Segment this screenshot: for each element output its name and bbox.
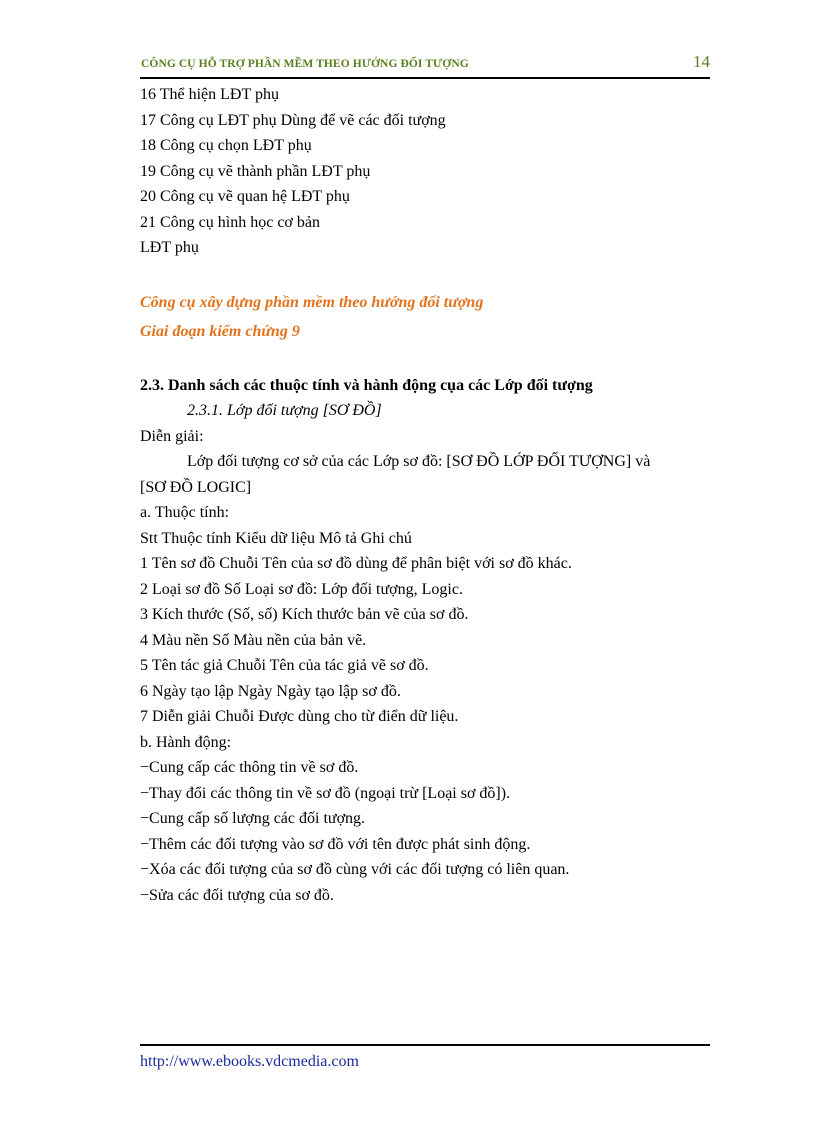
- attribute-row: 1 Tên sơ đồ Chuỗi Tên của sơ đồ dùng để phân biệt với sơ đồ khác.: [140, 555, 572, 572]
- action-item: −Sửa các đối tượng của sơ đồ.: [140, 886, 334, 904]
- description-text-cont: [SƠ ĐỒ LOGIC]: [140, 478, 252, 496]
- list-item: 16 Thể hiện LĐT phụ: [140, 86, 279, 103]
- attribute-row: 5 Tên tác giả Chuỗi Tên của tác giả vẽ sơ đồ.: [140, 657, 429, 674]
- actions-label: b. Hành động:: [140, 733, 232, 751]
- attribute-row: 2 Loại sơ đồ Số Loại sơ đồ: Lớp đối tượng, Logic.: [140, 580, 463, 598]
- attribute-row: 7 Diễn giải Chuỗi Được dùng cho từ điển dữ liệu.: [140, 708, 459, 725]
- attribute-row: 3 Kích thước (Số, số) Kích thước bản vẽ của sơ đồ.: [140, 606, 469, 623]
- attribute-row: 4 Màu nền Số Màu nền của bản vẽ.: [140, 631, 367, 649]
- action-item: −Thay đổi các thông tin về sơ đồ (ngoại trừ [Loại sơ đồ]).: [140, 784, 511, 802]
- footer-link[interactable]: http://www.ebooks.vdcmedia.com: [140, 1053, 359, 1070]
- list-item: 18 Công cụ chọn LĐT phụ: [140, 137, 312, 154]
- subsection-heading: 2.3.1. Lớp đối tượng [SƠ ĐỒ]: [187, 402, 382, 419]
- orange-title-phase: Giai đoạn kiểm chứng 9: [140, 322, 300, 340]
- attributes-label: a. Thuộc tính:: [140, 504, 230, 521]
- action-item: −Cung cấp các thông tin về sơ đồ.: [140, 759, 359, 776]
- action-item: −Cung cấp số lượng các đối tượng.: [140, 810, 366, 827]
- section-heading: 2.3. Danh sách các thuộc tính và hành động cụa các Lớp đối tượng: [140, 376, 593, 394]
- attribute-row: 6 Ngày tạo lập Ngày Ngày tạo lập sơ đồ.: [140, 682, 401, 700]
- description-text: Lớp đối tượng cơ sở của các Lớp sơ đồ: [SƠ ĐỒ LỚP ĐỐI TƯỢNG] và: [187, 453, 651, 470]
- page-header: [140, 52, 710, 78]
- page-body: [140, 82, 710, 908]
- footer-divider: [140, 1044, 710, 1046]
- action-item: −Xóa các đối tượng của sơ đồ cùng với các đối tượng có liên quan.: [140, 861, 570, 878]
- attributes-header: Stt Thuộc tính Kiểu dữ liệu Mô tả Ghi chú: [140, 529, 412, 547]
- orange-title-tool: Công cụ xây dựng phần mềm theo hướng đối tượng: [140, 293, 484, 311]
- list-item: LĐT phụ: [140, 239, 199, 256]
- page-number: 14: [693, 52, 710, 71]
- action-item: −Thêm các đối tượng vào sơ đồ với tên được phát sinh động.: [140, 835, 531, 853]
- list-item: 19 Công cụ vẽ thành phần LĐT phụ: [140, 162, 371, 180]
- list-item: 17 Công cụ LĐT phụ Dùng để vẽ các đối tượng: [140, 111, 446, 129]
- list-item: 20 Công cụ vẽ quan hệ LĐT phụ: [140, 188, 350, 205]
- running-header-title: CÔNG CỤ HỖ TRỢ PHẦN MỀM THEO HƯỚNG ĐỐI TƯỢNG: [141, 58, 469, 70]
- list-item: 21 Công cụ hình học cơ bản: [140, 213, 320, 231]
- header-divider: [140, 77, 710, 79]
- description-label: Diễn giải:: [140, 427, 204, 445]
